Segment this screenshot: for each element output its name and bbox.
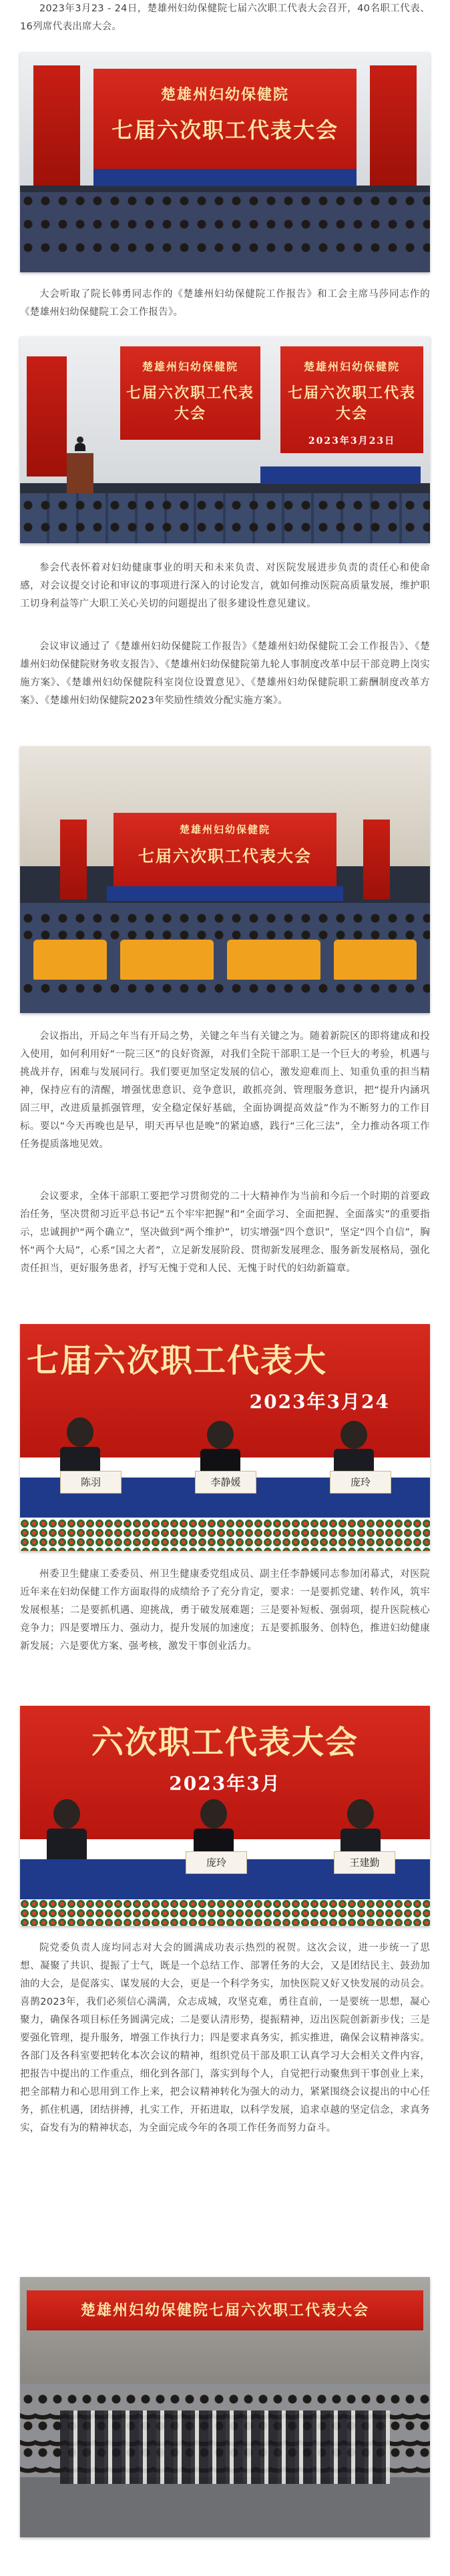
group-photo: [20, 2277, 430, 2537]
paragraph-5: 会议指出，开局之年当有开局之势，关键之年当有关键之为。随着新院区的即将建成和投入使用，如何利用好“一院三区”的良好资源，对我们全院干部职工是一个巨大的考验，机遇与挑战并存，困难与发展同行。我们要更加坚定发展的信心，激发迎难而上、知重负重的担当精神，保持应有的清醒，增强忧患意识、竞争意识，敢抓亮剑、管理服务意识，把“提升内涵巩固三甲，改进质量抓强管理，安全稳定保好基础，全面协调提高效益”作为不断努力的工作目标。要以“今天再晚也是早，明天再早也是晚”的紧迫感，践行“三化三法”，全力推动各项工作任务提质落地见效。: [20, 1031, 430, 1150]
nameplate: 陈羽: [60, 1471, 122, 1494]
report-paragraph: [20, 286, 430, 322]
official-figure: [334, 1421, 374, 1478]
banner-meeting-title: 七届六次职工代表大会: [111, 117, 339, 143]
banner-meeting-title: 七届六次职工代表大会: [138, 846, 312, 866]
banner-date: 2023年3月24: [249, 1391, 390, 1413]
audience-row: [20, 196, 430, 213]
official-figure: [341, 1799, 381, 1859]
nameplate: 庞玲: [330, 1471, 391, 1494]
audience-row: [20, 983, 430, 1000]
leader-remarks-paragraph: [20, 1566, 430, 1656]
speaker-figure: [75, 436, 85, 451]
flower-arrangement: [20, 1519, 430, 1551]
audience-row: [20, 522, 430, 539]
audience-row: [20, 930, 430, 947]
left-red-banner: [27, 356, 67, 476]
meeting-points-paragraph: [20, 1028, 430, 1154]
speaker-photo: [20, 336, 430, 543]
paragraph-1: 2023年3月23 - 24日，楚雄州妇幼保健院七届六次职工代表大会召开，40名职工代表、16列席代表出席大会。: [20, 3, 430, 32]
paragraph-8: 院党委负责人庞均同志对大会的圆满成功表示热烈的祝贺。这次会议，进一步统一了思想、凝聚了共识、提振了士气，既是一个总结工作、部署任务的大会，又是团结民主、鼓劲加油的大会，是促落实、谋发展的大会，更是一个科学务实，加快医院又好又快发展的动员会。喜鹊2023年，我们必须信心满满，众志成城，攻坚克难，勇往直前，一是要统一思想，凝心聚力，确保各项目标任务圆满完成；二是要认清形势，提振精神，迈出医院创新新步伐；三是要强化管理，提升服务，增强工作执行力；四是要求真务实，抓实推进，确保会议精神落实。各部门及各科室要把转化本次会议的精神，组织党员干部及职工认真学习大会相关文件内容，把报告中提出的工作重点，细化到各部门，落实到每个人，自觉把行动聚焦到干事创业上来，把全部精力和心思用到工作上来，把会议精神转化为强大的动力，紧紧围绕会议提出的中心任务，抓住机遇，团结拼搏，扎实工作，开拓进取，以科学发展，追求卓越的坚定信念，求真务实，奋发有为的精神状态，为全面完成今年的各项工作任务而努力奋斗。: [20, 1943, 430, 2134]
banner-hospital-name: 楚雄州妇幼保健院: [179, 824, 270, 836]
audience-row: [20, 913, 430, 930]
group-photo-banner: 楚雄州妇幼保健院七届六次职工代表大会: [27, 2290, 423, 2330]
banner-hospital-name: 楚雄州妇幼保健院: [142, 360, 238, 373]
intro-paragraph: [20, 0, 430, 36]
paragraph-3: 参会代表怀着对妇幼健康事业的明天和未来负责、对医院发展进步负责的责任心和使命感，对会议提交讨论和审议的事项进行深入的讨论发言，就如何推动医院高质量发展，维护职工切身利益等广大职工关心关切的问题提出了很多建设性意见建议。: [20, 563, 430, 609]
ground: [20, 2477, 430, 2537]
right-red-banner: [370, 65, 417, 186]
meeting-hall-photo: [20, 52, 430, 272]
paragraph-6: 会议要求，全体干部职工要把学习贯彻党的二十大精神作为当前和今后一个时期的首要政治任务，坚决贯彻习近平总书记“五个牢牢把握”和“全面学习、全面把握、全面落实”的重要指示，忠诚拥护“两个确立”，坚决做到“两个维护”，切实增强“四个意识”，坚定“四个自信”，胸怀“两个大局”，心系“国之大者”，立足新发展阶段、贯彻新发展理念、服务新发展格局，强化责任担当，更好服务患者，抒写无愧于党和人民、无愧于时代的妇幼新篇章。: [20, 1191, 430, 1274]
audience-row: [20, 500, 430, 517]
banner-hospital-name: 楚雄州妇幼保健院: [160, 86, 289, 103]
banner-meeting-title: 七届六次职工代表大会: [126, 384, 254, 422]
banner-date: 2023年3月23日: [308, 436, 396, 446]
rostrum-table: [93, 169, 357, 186]
rostrum-table: [260, 466, 421, 484]
meeting-requirements-paragraph: [20, 1188, 430, 1278]
full-hall-photo: [20, 746, 430, 1013]
official-figure: [47, 1799, 87, 1859]
audience-row: [20, 219, 430, 236]
paragraph-4: 会议审议通过了《楚雄州妇幼保健院工作报告》《楚雄州妇幼保健院工会工作报告》、《楚雄州妇幼保健院财务收支报告》、《楚雄州妇幼保健院第九轮人事制度改革中层干部竞聘上岗实施方案》、《楚雄州妇幼保健院科室岗位设置意见》、《楚雄州妇幼保健院职工薪酬制度改革方案》、《楚雄州妇幼保健院2023年奖励性绩效分配实施方案》。: [20, 641, 430, 706]
podium: [67, 453, 93, 493]
stage-banner: [120, 346, 260, 440]
left-red-banner: [33, 65, 80, 186]
discussion-paragraph: [20, 559, 430, 613]
rostrum-closeup-photo-2: [20, 1706, 430, 1926]
rostrum-closeup-photo: [20, 1324, 430, 1551]
stage-banner: [114, 813, 336, 886]
audience-row: [20, 242, 430, 260]
paragraph-7: 州委卫生健康工委委员、州卫生健康委党组成员、副主任李静媛同志参加闭幕式，对医院近年来在妇幼保健工作方面取得的成绩给予了充分肯定，要求：一是要抓党建、转作风，筑牢发展根基；二是要抓机遇、迎挑战，勇于破发展难题；三是要补短板、强弱项，提升医院核心竞争力；四是要增压力、强动力，提升发展的加速度；五是要抓服务、创特色，推进妇幼健康新发展；六是要优方案、强考核，激发干事创业活力。: [20, 1569, 430, 1652]
nameplate: 庞玲: [186, 1851, 247, 1874]
flower-arrangement: [20, 1899, 430, 1926]
rostrum-table: [107, 886, 343, 901]
official-figure: [194, 1799, 234, 1859]
closing-paragraph: [20, 1939, 430, 2138]
banner-hospital-name: 楚雄州妇幼保健院: [303, 360, 400, 373]
stage-banner-right: [280, 346, 423, 453]
official-figure: [200, 1421, 240, 1478]
nameplate: 李静媛: [195, 1471, 256, 1494]
banner-meeting-title: 七届六次职工代表大会: [287, 384, 416, 422]
group-members: [60, 2410, 390, 2484]
official-figure: [60, 1417, 100, 1478]
banner-meeting-title: 六次职工代表大会: [91, 1724, 359, 1761]
stage-banner: [93, 69, 357, 169]
nameplate: 王建勤: [334, 1851, 395, 1874]
right-red-banner: [363, 820, 390, 900]
banner-date: 2023年3月: [169, 1773, 281, 1795]
left-red-banner: [60, 820, 87, 900]
resolutions-paragraph: [20, 638, 430, 710]
banner-meeting-title: 七届六次职工代表大: [27, 1342, 328, 1379]
paragraph-2: 大会听取了院长韩勇同志作的《楚雄州妇幼保健院工作报告》和工会主席马莎同志作的《楚雄州妇幼保健院工会工作报告》。: [20, 289, 430, 318]
